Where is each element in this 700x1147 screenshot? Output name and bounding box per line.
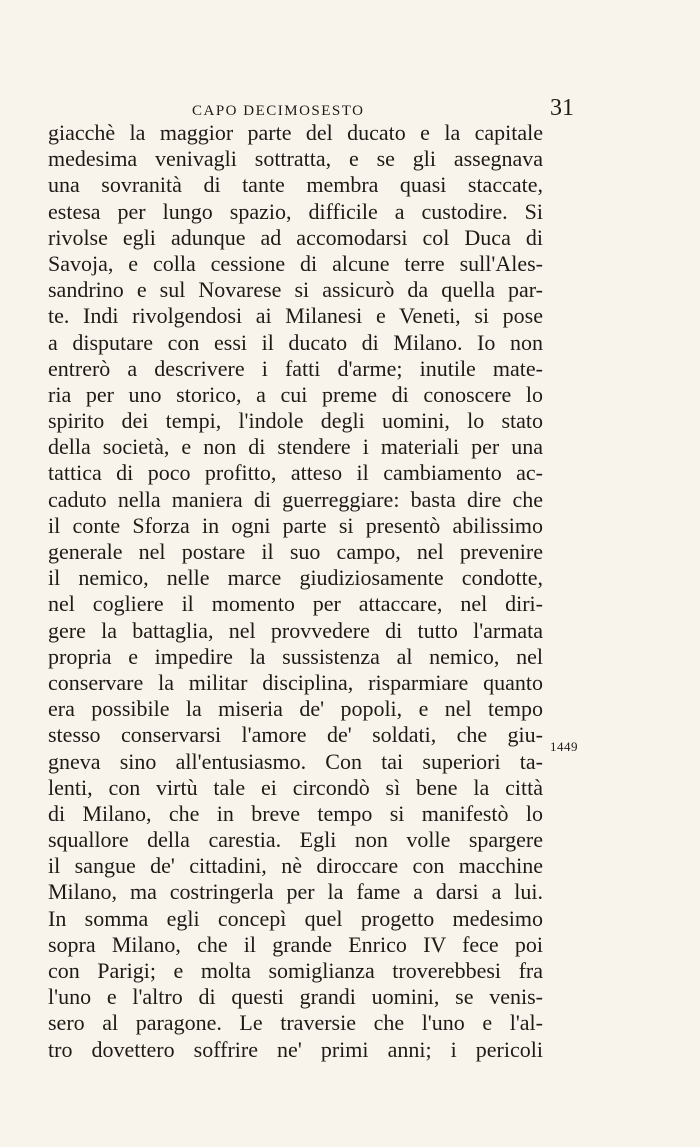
text-line: una sovranità di tante membra quasi staccate, (48, 172, 543, 198)
text-line: sopra Milano, che il grande Enrico IV fece poi (48, 931, 543, 957)
text-line: con Parigi; e molta somiglianza troverebbesi fra (48, 958, 543, 983)
text-line: il nemico, nelle marce giudiziosamente condotte, (48, 565, 543, 591)
text-line: della società, e non di stendere i materiali per una (48, 434, 543, 460)
text-line: generale nel postare il suo campo, nel prevenire (48, 539, 543, 564)
text-line: conservare la militar disciplina, risparmiare quanto (48, 669, 543, 695)
page-number: 31 (550, 95, 574, 121)
text-line: spirito dei tempi, l'indole degli uomini, lo stato (48, 408, 543, 434)
text-line: lenti, con virtù tale ei circondò sì bene la città (48, 774, 543, 800)
text-line: gere la battaglia, nel provvedere di tutto l'armata (48, 617, 543, 643)
text-line: Savoja, e colla cessione di alcune terre sull'Ales- (48, 250, 543, 276)
text-line: gneva sino all'entusiasmo. Con tai superiori ta- (48, 748, 543, 774)
text-line: propria e impedire la sussistenza al nemico, nel (48, 643, 543, 669)
text-line: stesso conservarsi l'amore de' soldati, che giu- (48, 722, 543, 748)
text-line: te. Indi rivolgendosi ai Milanesi e Veneti, si pose (48, 303, 543, 329)
text-line: estesa per lungo spazio, difficile a custodire. Si (48, 198, 543, 224)
text-line: il conte Sforza in ogni parte si presentò abilissimo (48, 512, 543, 538)
text-line: sandrino e sul Novarese si assicurò da quella par- (48, 277, 543, 303)
text-line: Milano, ma costringerla per la fame a darsi a lui. (48, 879, 543, 905)
chapter-title: CAPO DECIMOSESTO (192, 103, 365, 119)
text-line: di Milano, che in breve tempo si manifestò lo (48, 800, 543, 826)
text-line: nel cogliere il momento per attaccare, nel diri- (48, 591, 543, 617)
margin-year-note: 1449 (550, 739, 578, 754)
text-line: il sangue de' cittadini, nè diroccare con macchine (48, 853, 543, 879)
text-line: rivolse egli adunque ad accomodarsi col Duca di (48, 224, 543, 250)
text-line: ria per uno storico, a cui preme di conoscere lo (48, 381, 543, 407)
text-line: entrerò a descrivere i fatti d'arme; inutile mate- (48, 355, 543, 381)
text-line: caduto nella maniera di guerreggiare: basta dire che (48, 486, 543, 512)
text-line: era possibile la miseria de' popoli, e nel tempo (48, 696, 543, 722)
text-line: giacchè la maggior parte del ducato e la capitale (48, 120, 543, 145)
text-line: tattica di poco profitto, atteso il cambiamento ac- (48, 460, 543, 486)
text-line: In somma egli concepì quel progetto medesimo (48, 905, 543, 931)
text-line: a disputare con essi il ducato di Milano. Io non (48, 329, 543, 355)
text-line: sero al paragone. Le traversie che l'uno e l'al- (48, 1010, 543, 1036)
body-text (48, 120, 543, 1063)
text-line: squallore della carestia. Egli non volle spargere (48, 827, 543, 853)
text-line: l'uno e l'altro di questi grandi uomini, se venis- (48, 984, 543, 1010)
text-line: tro dovettero soffrire ne' primi anni; i pericoli (48, 1036, 543, 1062)
text-line: medesima venivagli sottratta, e se gli assegnava (48, 146, 543, 172)
